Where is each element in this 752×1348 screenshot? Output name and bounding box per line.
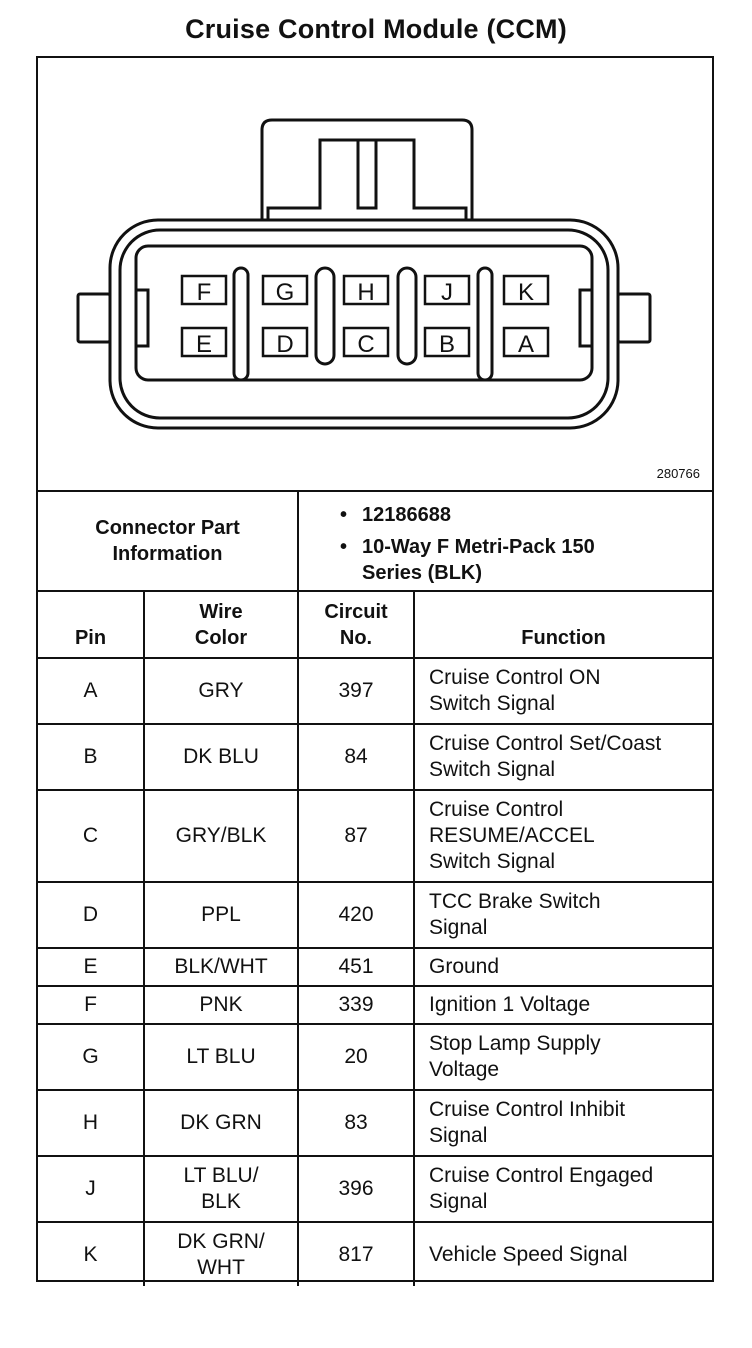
pin-cell: A	[38, 658, 144, 724]
circuit-cell: 396	[298, 1156, 414, 1222]
wire-color-cell	[144, 1222, 298, 1286]
table-row	[38, 658, 712, 724]
table-row	[38, 1024, 712, 1090]
table-row	[38, 790, 712, 882]
connector-diagram	[38, 58, 712, 490]
circuit-cell: 397	[298, 658, 414, 724]
wire-color-cell: BLK/WHT	[144, 948, 298, 986]
function-cell	[414, 658, 712, 724]
wire-color-text: LT BLU/ BLK	[183, 1164, 259, 1213]
header-circuit-text: Circuit No.	[324, 601, 388, 649]
pin-label-E: E	[195, 331, 213, 358]
pin-label-K: K	[517, 279, 535, 306]
figure-id: 280766	[656, 466, 700, 481]
wire-color-cell: DK BLU	[144, 724, 298, 790]
pin-label-J: J	[441, 279, 453, 306]
connector-info-label: Connector Part Information	[38, 492, 299, 590]
circuit-cell: 817	[298, 1222, 414, 1286]
table-row	[38, 986, 712, 1024]
table-row	[38, 948, 712, 986]
circuit-cell: 451	[298, 948, 414, 986]
pin-cell: B	[38, 724, 144, 790]
wire-color-cell	[144, 1156, 298, 1222]
wire-color-text: DK GRN/ WHT	[177, 1229, 265, 1279]
pin-label-C: C	[357, 331, 375, 358]
table-row	[38, 1090, 712, 1156]
function-text: TCC Brake Switch Signal	[429, 890, 601, 939]
header-wire-color-text: Wire Color	[194, 601, 248, 649]
header-function: Function	[414, 592, 712, 658]
pin-label-B: B	[438, 331, 456, 358]
table-row	[38, 1156, 712, 1222]
circuit-cell: 420	[298, 882, 414, 948]
table-header-row	[38, 592, 712, 658]
function-cell: Ground	[414, 948, 712, 986]
function-cell	[414, 1024, 712, 1090]
function-text: Cruise Control Engaged Signal	[429, 1164, 654, 1213]
circuit-cell: 83	[298, 1090, 414, 1156]
function-cell	[414, 790, 712, 882]
function-text: Stop Lamp Supply Voltage	[429, 1032, 601, 1081]
pin-label-A: A	[517, 331, 535, 358]
connector-part-info	[38, 490, 712, 592]
circuit-cell: 20	[298, 1024, 414, 1090]
pin-label-F: F	[196, 279, 212, 306]
function-cell	[414, 1090, 712, 1156]
wire-color-cell: DK GRN	[144, 1090, 298, 1156]
pin-label-H: H	[357, 279, 375, 306]
pinout-table	[38, 592, 712, 1286]
pin-cell: F	[38, 986, 144, 1024]
pin-label-G: G	[275, 279, 295, 306]
pin-cell: J	[38, 1156, 144, 1222]
function-cell: Ignition 1 Voltage	[414, 986, 712, 1024]
circuit-cell: 84	[298, 724, 414, 790]
table-row	[38, 882, 712, 948]
function-text: Cruise Control RESUME/ACCEL Switch Signal	[429, 798, 594, 873]
connector-face-drawing	[38, 58, 712, 490]
wire-color-cell: PNK	[144, 986, 298, 1024]
pin-cell: D	[38, 882, 144, 948]
header-circuit	[298, 592, 414, 658]
wire-color-cell: GRY	[144, 658, 298, 724]
connector-type: • 10-Way F Metri-Pack 150 Series (BLK)	[336, 534, 622, 586]
wire-color-cell: PPL	[144, 882, 298, 948]
function-text: Cruise Control Set/Coast Switch Signal	[429, 732, 662, 781]
connector-info-list	[336, 502, 622, 592]
function-cell	[414, 1156, 712, 1222]
connector-sheet	[36, 56, 714, 1282]
page-title: Cruise Control Module (CCM)	[185, 14, 567, 44]
header-pin: Pin	[38, 592, 144, 658]
pin-cell: K	[38, 1222, 144, 1286]
circuit-cell: 87	[298, 790, 414, 882]
circuit-cell: 339	[298, 986, 414, 1024]
pin-cell: C	[38, 790, 144, 882]
table-row	[38, 1222, 712, 1286]
pin-cell: H	[38, 1090, 144, 1156]
function-text: Cruise Control Inhibit Signal	[429, 1098, 626, 1147]
part-number: • 12186688	[336, 502, 622, 528]
function-cell: Vehicle Speed Signal	[414, 1222, 712, 1286]
function-cell	[414, 724, 712, 790]
wire-color-cell: LT BLU	[144, 1024, 298, 1090]
pin-cell: E	[38, 948, 144, 986]
pin-label-D: D	[276, 331, 294, 358]
function-text: Cruise Control ON Switch Signal	[429, 666, 601, 715]
wire-color-cell: GRY/BLK	[144, 790, 298, 882]
header-wire-color	[144, 592, 298, 658]
table-row	[38, 724, 712, 790]
function-cell	[414, 882, 712, 948]
pin-cell: G	[38, 1024, 144, 1090]
